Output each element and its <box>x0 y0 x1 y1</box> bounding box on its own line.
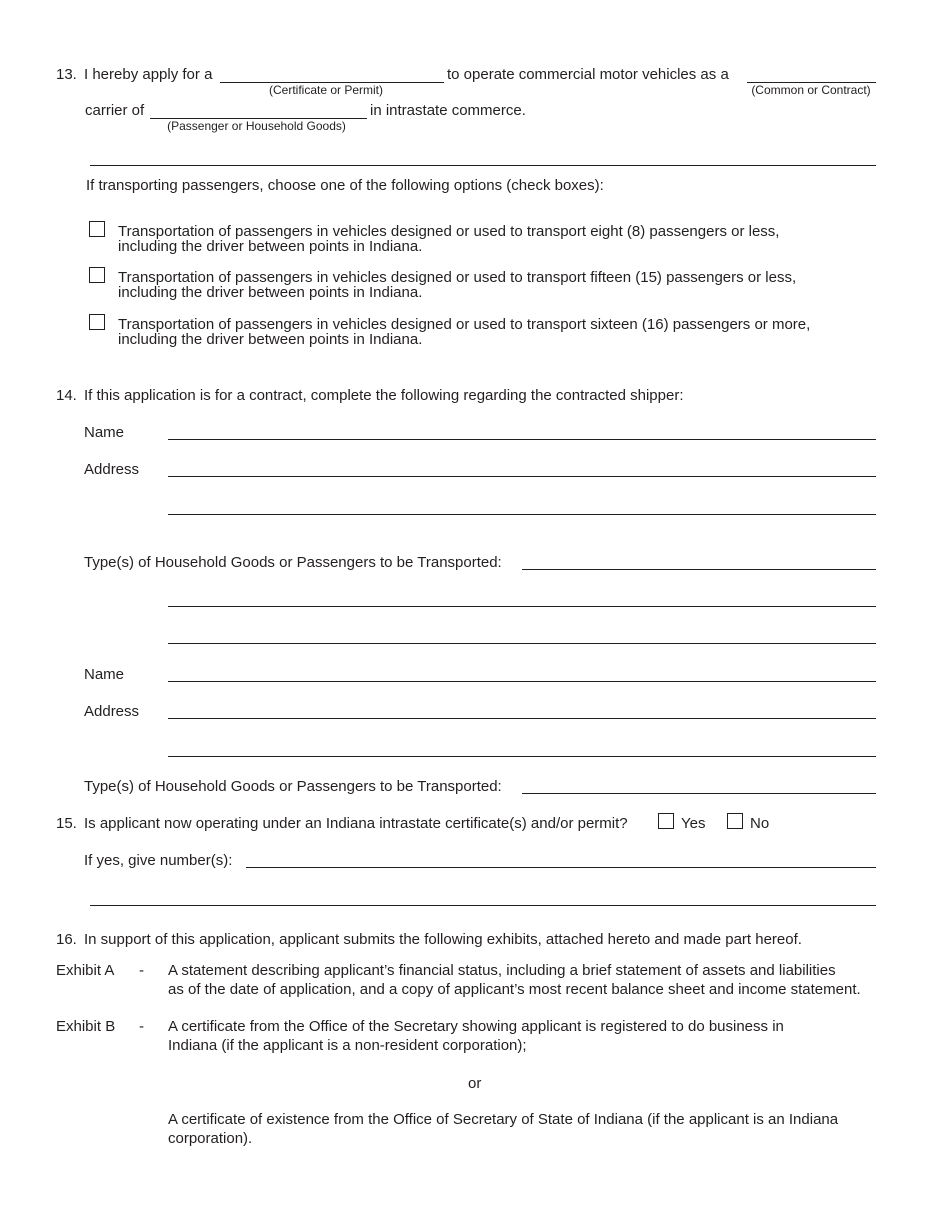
option-8-passengers-checkbox[interactable] <box>89 221 105 237</box>
q13-apply-for-text: I hereby apply for a <box>84 66 213 83</box>
shipper1-name-label: Name <box>84 424 125 441</box>
option-16-line2: including the driver between points in Indiana. <box>118 330 423 348</box>
shipper2-name-label: Name <box>84 666 125 683</box>
exhibit-b-alternative <box>168 1111 838 1148</box>
shipper1-types-label: Type(s) of Household Goods or Passengers to be Transported: <box>84 554 502 571</box>
certificate-or-permit-hint: (Certificate or Permit) <box>268 83 384 97</box>
shipper1-address-label: Address <box>84 461 140 478</box>
exhibit-b-line2: Indiana (if the applicant is a non-resident corporation); <box>168 1036 527 1054</box>
exhibit-a-dash: - <box>139 962 144 979</box>
exhibit-a-line2: as of the date of application, and a copy of applicant’s most recent balance sheet and income statement. <box>168 980 861 998</box>
q14-number: 14. <box>56 387 77 404</box>
option-8-line2: including the driver between points in Indiana. <box>118 237 423 255</box>
exhibit-b-label: Exhibit B <box>56 1018 116 1035</box>
q16-number: 16. <box>56 931 77 948</box>
option-8-line1: Transportation of passengers in vehicles designed or used to transport eight (8) passengers or less, <box>118 223 780 240</box>
shipper1-types-field-2[interactable] <box>168 606 876 607</box>
shipper1-name-field[interactable] <box>168 439 876 440</box>
shipper2-name-field[interactable] <box>168 681 876 682</box>
option-15-passengers-checkbox[interactable] <box>89 267 105 283</box>
q14-text: If this application is for a contract, complete the following regarding the contracted shipper: <box>84 387 684 404</box>
exhibit-a-description <box>168 962 861 999</box>
shipper2-types-label: Type(s) of Household Goods or Passengers to be Transported: <box>84 778 502 795</box>
option-8-passengers-text <box>118 225 779 254</box>
option-16-line1: Transportation of passengers in vehicles designed or used to transport sixteen (16) passengers or more, <box>118 316 811 333</box>
q15-numbers-field[interactable] <box>246 867 876 868</box>
passenger-or-goods-hint: (Passenger or Household Goods) <box>167 119 346 133</box>
option-16-passengers-text <box>118 318 810 347</box>
q15-numbers-field-2[interactable] <box>90 905 876 906</box>
option-15-line2: including the driver between points in Indiana. <box>118 283 423 301</box>
exhibit-b-alt-line2: corporation). <box>168 1129 253 1147</box>
exhibit-b-dash: - <box>139 1018 144 1035</box>
q13-number: 13. <box>56 66 77 83</box>
common-or-contract-hint: (Common or Contract) <box>751 83 871 97</box>
shipper1-types-field-3[interactable] <box>168 643 876 644</box>
q15-no-checkbox[interactable] <box>727 813 743 829</box>
q16-text: In support of this application, applicant submits the following exhibits, attached hereto and made part hereof. <box>84 931 802 948</box>
shipper2-address-field-2[interactable] <box>168 756 876 757</box>
option-15-line1: Transportation of passengers in vehicles designed or used to transport fifteen (15) passengers or less, <box>118 269 797 286</box>
exhibit-b-description <box>168 1018 784 1055</box>
passenger-options-instruction: If transporting passengers, choose one of the following options (check boxes): <box>86 177 604 194</box>
q15-yes-label: Yes <box>681 815 706 832</box>
q15-if-yes-label: If yes, give number(s): <box>84 852 233 869</box>
shipper2-types-field[interactable] <box>522 793 876 794</box>
shipper2-address-label: Address <box>84 703 140 720</box>
shipper2-address-field[interactable] <box>168 718 876 719</box>
q13-to-operate-text: to operate commercial motor vehicles as a <box>447 66 729 83</box>
q15-yes-checkbox[interactable] <box>658 813 674 829</box>
q15-text: Is applicant now operating under an Indiana intrastate certificate(s) and/or permit? <box>84 815 628 832</box>
q13-carrier-of-text: carrier of <box>85 102 145 119</box>
q13-blank-line[interactable] <box>90 165 876 166</box>
exhibit-a-label: Exhibit A <box>56 962 115 979</box>
option-16-passengers-checkbox[interactable] <box>89 314 105 330</box>
q15-no-label: No <box>750 815 770 832</box>
exhibit-b-or: or <box>468 1075 482 1092</box>
shipper1-address-field-2[interactable] <box>168 514 876 515</box>
shipper1-types-field[interactable] <box>522 569 876 570</box>
exhibit-b-line1: A certificate from the Office of the Secretary showing applicant is registered to do business in <box>168 1018 784 1035</box>
q15-number: 15. <box>56 815 77 832</box>
exhibit-a-line1: A statement describing applicant’s financial status, including a brief statement of assets and liabilities <box>168 962 836 979</box>
q13-intrastate-text: in intrastate commerce. <box>370 102 526 119</box>
exhibit-b-alt-line1: A certificate of existence from the Office of Secretary of State of Indiana (if the applicant is an Indiana <box>168 1111 839 1128</box>
option-15-passengers-text <box>118 271 796 300</box>
shipper1-address-field[interactable] <box>168 476 876 477</box>
